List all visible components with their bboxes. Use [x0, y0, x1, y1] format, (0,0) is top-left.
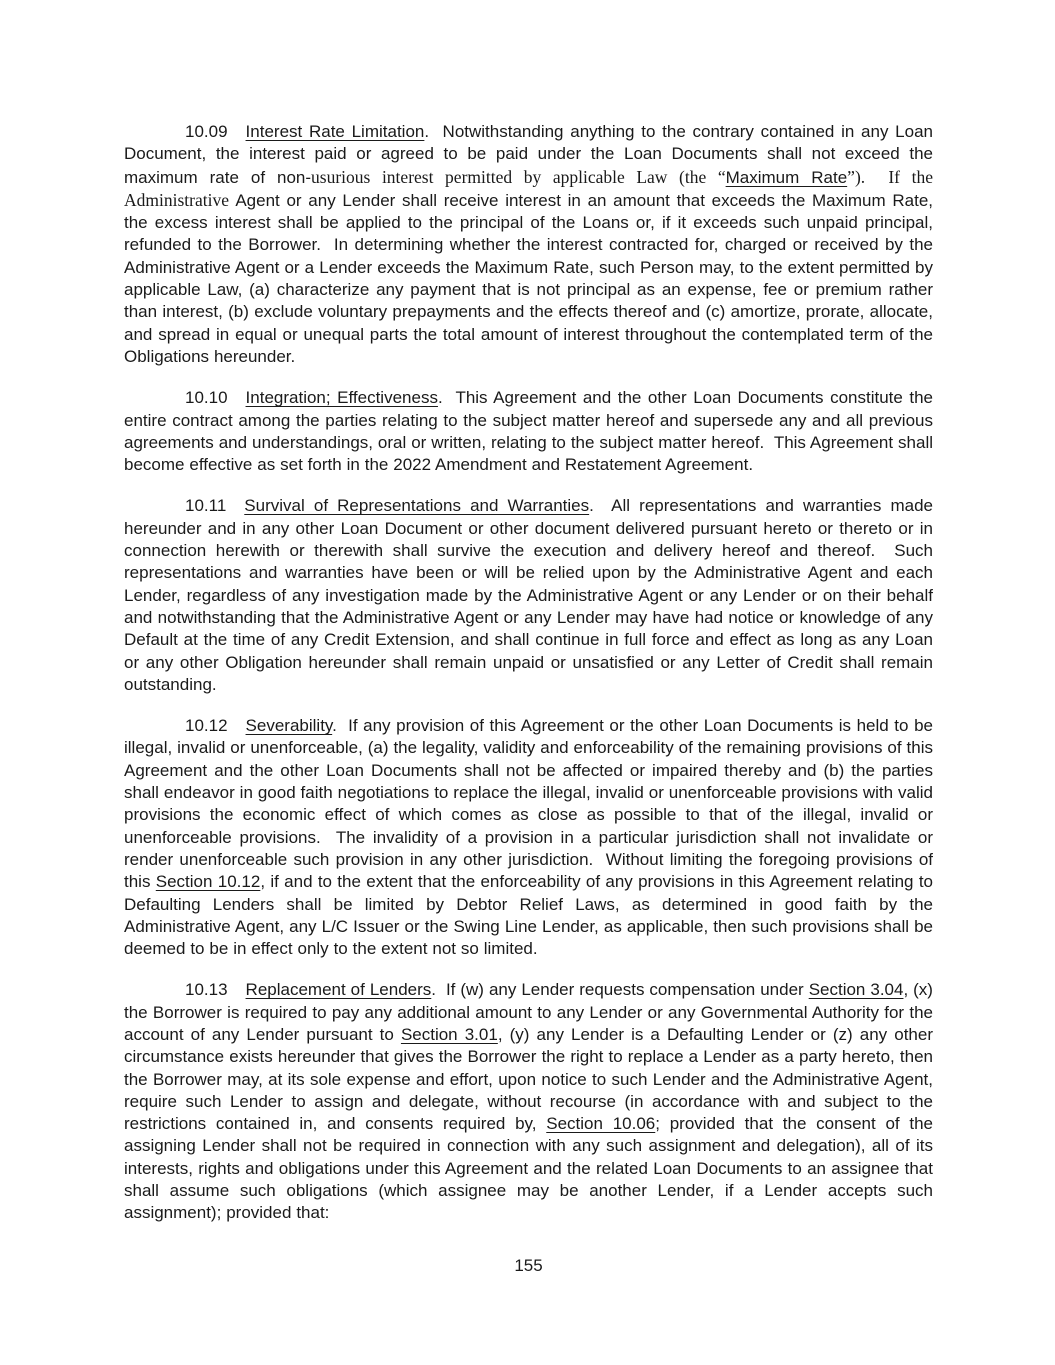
section-title: Severability: [245, 716, 333, 736]
paragraph-10-12: [124, 715, 933, 960]
text-run: usurious interest permitted by applicable Law (the “: [311, 166, 726, 187]
paragraph-10-11: [124, 495, 933, 696]
text-run: , if and to the extent that the enforceability of any provisions in this Agreement relating to Defaulting Lenders shall be limited by Debtor Relief Laws, as determined in good faith by the Administrative Agent, any L/C Issuer or the Swing Line Lender, as applicable, then such provisions shall be deemed to be in effect only to the extent not so limited.: [124, 872, 933, 959]
section-title: Integration; Effectiveness: [245, 388, 438, 408]
text-run: , (y) any Lender is a Defaulting Lender or (z) any other circumstance exists hereunder that gives the Borrower the right to replace a Lender as a party hereto, then the Borrower may, at its sole expense and effort, upon notice to such Lender and the Administrative Agent, require such Lender to assign and delegate, without recourse (in accordance with and subject to the restrictions contained in, and consents required by,: [124, 1024, 934, 1134]
defined-term: Maximum Rate: [725, 167, 848, 187]
document-body: [124, 121, 933, 1225]
section-number: 10.12: [185, 716, 228, 736]
section-reference: Section 10.06: [546, 1114, 656, 1134]
section-number: 10.10: [185, 388, 228, 408]
page-footer: [124, 1256, 933, 1276]
paragraph-10-13: [124, 979, 933, 1224]
text-run: ”). If the Administrative: [124, 166, 933, 210]
section-reference: Section 3.04: [808, 980, 904, 1000]
text-run: . All representations and warranties made hereunder and in any other Loan Document or other document delivered pursuant hereto or thereto or in connection herewith or therewith shall survive the execution and delivery hereof and thereof. Such representations and warranties have been or will be relied upon by the Administrative Agent and each Lender, regardless of any investigation made by the Administrative Agent or any Lender or on their behalf and notwithstanding that the Administrative Agent or any Lender may have had notice or knowledge of any Default at the time of any Credit Extension, and shall continue in full force and effect as long as any Loan or any other Obligation hereunder shall remain unpaid or unsatisfied or any Letter of Credit shall remain outstanding.: [124, 496, 933, 694]
section-number: 10.11: [185, 496, 227, 516]
page-number: 155: [514, 1256, 543, 1275]
text-run: . This Agreement and the other Loan Documents constitute the entire contract among the parties relating to the subject matter hereof and supersede any and all previous agreements and understandings, oral or written, relating to the subject matter hereof. This Agreement shall become effective as set forth in the 2022 Amendment and Restatement Agreement.: [124, 388, 934, 475]
text-run: . Notwithstanding anything to the contrary contained in any Loan Document, the interest paid or agreed to be paid under the Loan Documents shall not exceed the maximum rate of non-: [124, 122, 934, 187]
section-title: Interest Rate Limitation: [245, 122, 425, 141]
paragraph-10-10: [124, 387, 933, 476]
section-reference: Section 3.01: [400, 1024, 498, 1044]
section-title: Replacement of Lenders: [245, 980, 432, 1000]
text-run: ; provided that the consent of the assigning Lender shall not be required in connection with any such assignment and delegation), all of its interests, rights and obligations under this Agreement and the related Loan Documents to an assignee that shall assume such obligations (which assignee may be another Lender, if a Lender accepts such assignment); provided that:: [124, 1114, 933, 1223]
paragraph-10-09: [124, 121, 933, 368]
text-run: . If any provision of this Agreement or the other Loan Documents is held to be illegal, invalid or unenforceable, (a) the legality, validity and enforceability of the remaining provisions of this Agreement and the other Loan Documents shall not be affected or impaired thereby and (b) the parties shall endeavor in good faith negotiations to replace the illegal, invalid or unenforceable provisions with valid provisions the economic effect of which comes as close as possible to that of the illegal, invalid or unenforceable provisions. The invalidity of a provision in a particular jurisdiction shall not invalidate or render unenforceable such provision in any other jurisdiction. Without limiting the foregoing provisions of this: [124, 716, 933, 892]
text-run: Agent or any Lender shall receive interest in an amount that exceeds the Maximum Rate, the excess interest shall be applied to the principal of the Loans or, if it exceeds such unpaid principal, refunded to the Borrower. In determining whether the interest contracted for, charged or received by the Administrative Agent or a Lender exceeds the Maximum Rate, such Person may, to the extent permitted by applicable Law, (a) characterize any payment that is not principal as an expense, fee or premium rather than interest, (b) exclude voluntary prepayments and the effects thereof and (c) amortize, prorate, allocate, and spread in equal or unequal parts the total amount of interest throughout the contemplated term of the Obligations hereunder.: [124, 190, 933, 366]
section-title: Survival of Representations and Warranties: [244, 496, 590, 516]
section-reference: Section 10.12: [155, 872, 261, 892]
text-run: . If (w) any Lender requests compensation under: [431, 980, 809, 1000]
text-run: , (x) the Borrower is required to pay any additional amount to any Lender or any Governmental Authority for the account of any Lender pursuant to: [124, 980, 933, 1044]
section-number: 10.13: [185, 980, 228, 1000]
section-number: 10.09: [185, 122, 228, 141]
